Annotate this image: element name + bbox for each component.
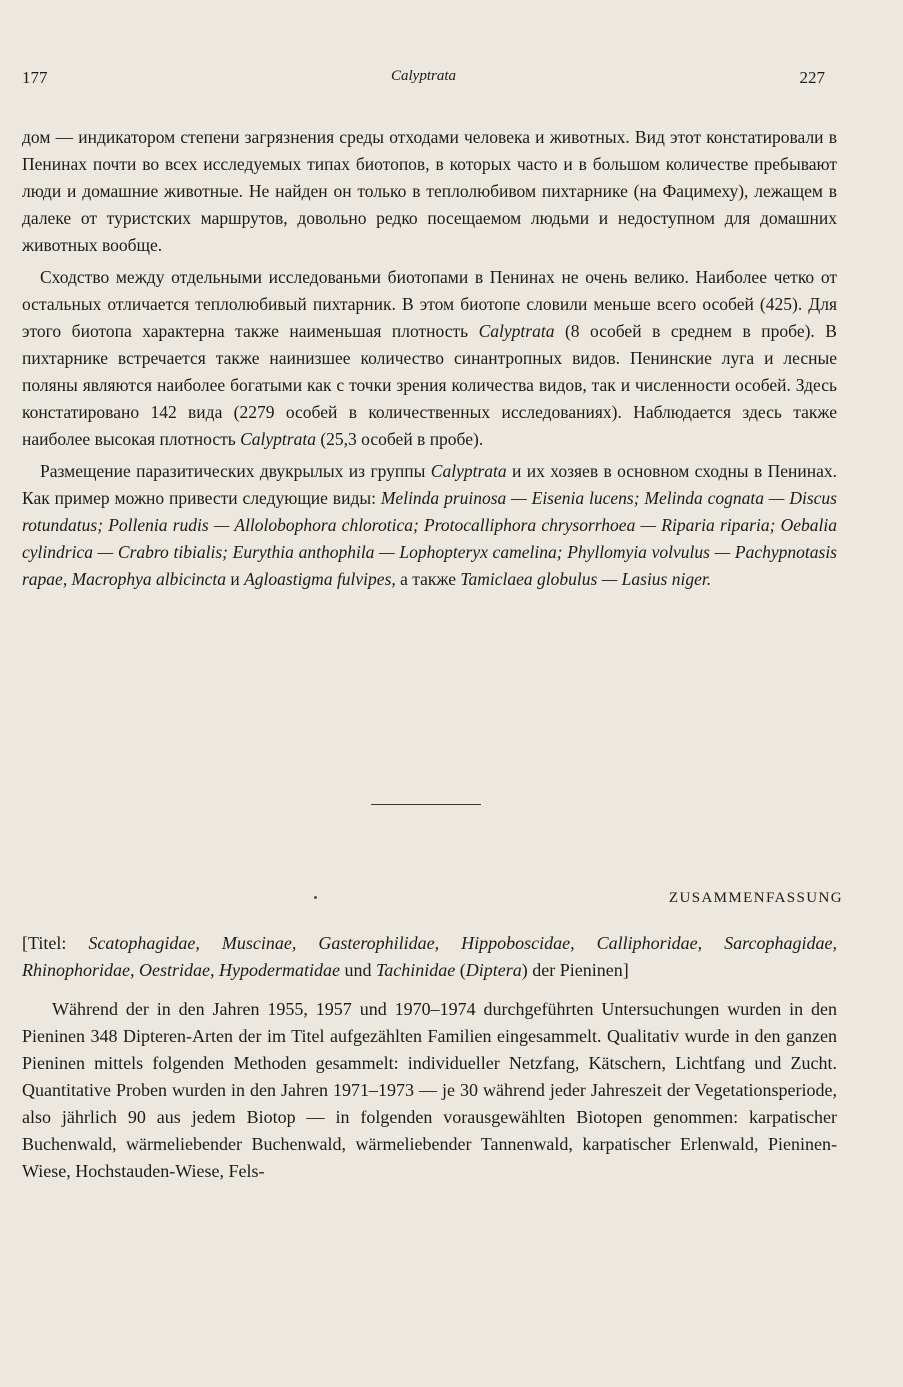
text-run: (25,3 особей в пробе).: [315, 429, 484, 449]
species-list: Melinda pruinosa — Eisenia lucens; Melinda cognata — Discus rotundatus; Pollenia rudis — Allolobophora chlorotica; Protocalliphora chrysorrhoea — Riparia riparia; Oebalia cylindrica — Crabro tibialis; Eurythia anthophila — Lophopteryx camelina; Phyllomyia volvulus — Pachypnotasis rapae, Macrophya albicincta: [22, 488, 837, 589]
text-run: und: [339, 960, 376, 980]
species-list: Tamiclaea globulus — Lasius niger.: [460, 569, 712, 589]
text-run: а также: [395, 569, 461, 589]
taxon-name: Agloastigma fulvipes,: [244, 569, 396, 589]
taxon-name: Calyptrata: [240, 429, 316, 449]
paragraph-3: [22, 458, 837, 593]
titel-line: [22, 930, 837, 984]
taxon-name: Tachinidae: [375, 960, 456, 980]
text-run: и: [225, 569, 245, 589]
text-run: [Titel:: [22, 933, 89, 953]
russian-text: [22, 124, 837, 593]
running-title: Calyptrata: [390, 68, 456, 84]
family-list: Scatophagidae, Muscinae, Gasterophilidae, Hippoboscidae, Calliphoridae, Sarcophagidae, Rhinophoridae, Oestridae, Hypodermatidae: [22, 933, 837, 980]
text-run: Размещение паразитических двукрылых из группы: [40, 461, 431, 481]
text-run: (8 особей в среднем в пробе). В пихтарнике встречается также наинизшее количество синантропных видов. Пенинские луга и лесные поляны являются наиболее богатыми как с точки зрения количества видов, так и численности особей. Здесь констатировано 142 вида (2279 особей в количественных исследованиях). Наблюдается здесь также наиболее высокая плотность: [22, 321, 837, 449]
page-header: [22, 68, 825, 98]
taxon-name: Calyptrata: [430, 461, 507, 481]
text-run: (: [455, 960, 466, 980]
taxon-name: Diptera: [465, 960, 522, 980]
paragraph-2: [22, 264, 837, 453]
text-run: Сходство между отдельными исследованьми биотопами в Пенинах не очень велико. Наиболее четко от остальных отличается теплолюбивый пихтарник. В этом биотопе словили меньше всего особей (425). Для этого биотопа характерна также наименьшая плотность: [22, 267, 837, 341]
text-run: ) der Pieninen]: [521, 960, 629, 980]
section-title: ZUSAMMENFASSUNG: [668, 890, 843, 906]
page-number-left: 177: [22, 68, 48, 87]
taxon-name: Calyptrata: [478, 321, 555, 341]
text-run: и их хозяев в основном сходны в Пенинах. Как пример можно привести следующие виды:: [22, 461, 837, 508]
paragraph-1: дом — индикатором степени загрязнения среды отходами человека и животных. Вид этот констатировали в Пенинах почти во всех исследуемых типах биотопов, в которых часто и в большом количестве пребывают люди и домашние животные. Не найден он только в теплолюбивом пихтарнике (на Фацимеху), лежащем в далеке от туристских маршрутов, довольно редко посещаемом людьми и недоступном для домашних животных вообще.: [22, 127, 837, 255]
german-paragraph: Während der in den Jahren 1955, 1957 und 1970–1974 durchgeführten Untersuchungen wurden in den Pieninen 348 Dipteren-Arten der im Titel aufgezählten Familien eingesammelt. Qualitativ wurde in den ganzen Pieninen mittels folgenden Methoden gesammelt: individueller Netzfang, Kätschern, Lichtfang und Zucht. Quantitative Proben wurden in den Jahren 1971–1973 — je 30 während jeder Jahreszeit der Vegetationsperiode, also jährlich 90 aus jedem Biotop — in folgenden vorausgewählten Biotopen genommen: karpatischer Buchenwald, wärmeliebender Buchenwald, wärmeliebender Tannenwald, karpatischer Erlenwald, Pieninen-Wiese, Hochstauden-Wiese, Fels-: [22, 999, 837, 1181]
page-number-right: 227: [799, 68, 825, 87]
german-text: [22, 930, 837, 1185]
speck: [314, 896, 317, 899]
section-divider: [371, 804, 481, 805]
